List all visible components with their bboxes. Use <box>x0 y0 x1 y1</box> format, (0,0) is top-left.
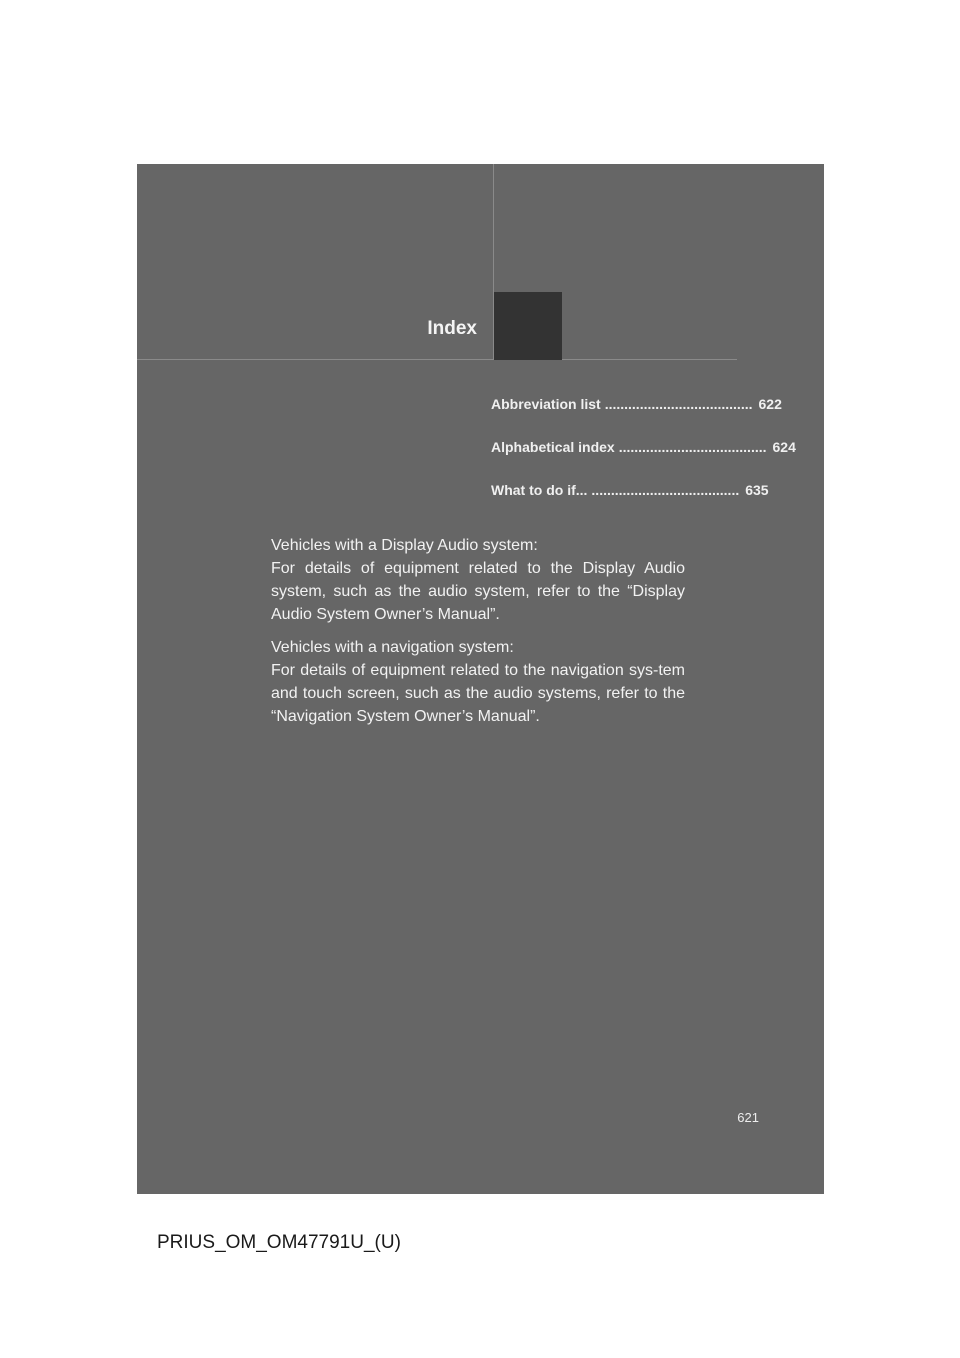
toc-label: Abbreviation list <box>491 396 601 412</box>
toc-page-number: 622 <box>758 396 782 412</box>
display-audio-text: For details of equipment related to the Display Audio system, such as the audio system, refer to the “Display Audio System Owner’s Manual”. <box>271 560 685 623</box>
document-code: PRIUS_OM_OM47791U_(U) <box>157 1232 401 1253</box>
table-of-contents <box>491 396 796 525</box>
toc-leader-dots: ...................................... <box>618 439 767 455</box>
display-audio-heading: Vehicles with a Display Audio system: <box>271 537 538 554</box>
toc-label: Alphabetical index <box>491 439 615 455</box>
display-audio-note <box>271 534 685 626</box>
section-title: Index <box>427 318 477 339</box>
toc-leader-dots: ...................................... <box>591 482 740 498</box>
horizontal-divider <box>137 359 737 360</box>
toc-page-number: 635 <box>745 482 769 498</box>
toc-label: What to do if... <box>491 482 588 498</box>
toc-item-what-to-do-if[interactable] <box>491 482 769 525</box>
toc-item-alphabetical-index[interactable] <box>491 439 796 482</box>
toc-page-number: 624 <box>772 439 796 455</box>
toc-item-abbreviation-list[interactable] <box>491 396 782 439</box>
page-number: 621 <box>737 1110 759 1125</box>
navigation-heading: Vehicles with a navigation system: <box>271 639 514 656</box>
navigation-text: For details of equipment related to the navigation sys-tem and touch screen, such as the audio systems, refer to the “Navigation System Owner’s Manual”. <box>271 662 685 725</box>
section-tab <box>494 292 562 360</box>
notes-text <box>271 534 685 738</box>
toc-leader-dots: ...................................... <box>604 396 753 412</box>
index-panel <box>137 164 824 1194</box>
navigation-note <box>271 636 685 728</box>
